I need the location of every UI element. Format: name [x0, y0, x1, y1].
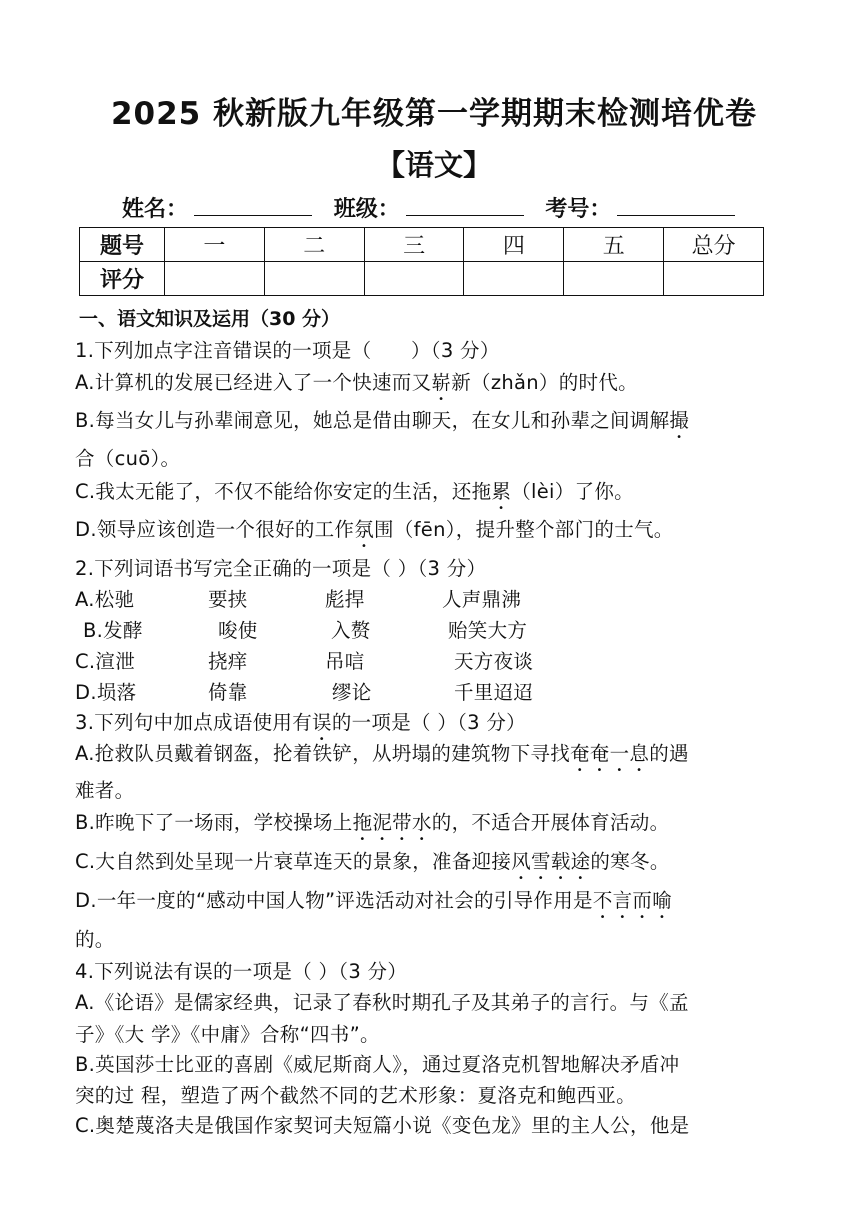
- option-text: D.一年一度的“感动中国人物”评选活动对社会的引导作用是: [75, 889, 593, 912]
- dotted-idiom: 不言而喻: [592, 889, 673, 912]
- score-table: [79, 227, 764, 296]
- q4-option-b: B.英国莎士比亚的喜剧《威尼斯商人》，通过夏洛克机智地解决矛盾冲: [75, 1053, 680, 1076]
- name-label: 姓名：: [122, 197, 189, 222]
- number-label: 考号：: [545, 197, 612, 222]
- score-header-row: [80, 228, 764, 262]
- word: B.发酵: [83, 619, 143, 642]
- q3-option-d: [75, 885, 795, 923]
- q4-option-c: C.奥楚蔑洛夫是俄国作家契诃夫短篇小说《变色龙》里的主人公，他是: [75, 1114, 690, 1137]
- q1-option-d: [75, 514, 795, 552]
- score-col-4: 四: [464, 228, 564, 262]
- q4-option-a-cont: 子》《大 学》《中庸》合称“四书”。: [75, 1023, 380, 1046]
- q2-option-a: [75, 584, 795, 612]
- word: 吊唁: [325, 650, 365, 673]
- word: 缪论: [332, 681, 372, 704]
- q1-option-b-cont: 合（cuō）。: [75, 447, 181, 470]
- class-field[interactable]: [334, 192, 524, 223]
- q2-option-c: [75, 646, 795, 674]
- student-info-line: [122, 192, 762, 223]
- q2-option-d: [75, 677, 795, 705]
- q1-stem: 1.下列加点字注音错误的一项是（ ）（3 分）: [75, 339, 500, 362]
- option-text: D.领导应该创造一个很好的工作: [75, 518, 355, 541]
- q1-option-c: [75, 476, 795, 514]
- class-label: 班级：: [333, 197, 400, 222]
- dotted-char: 误: [312, 711, 332, 734]
- score-col-3: 三: [364, 228, 464, 262]
- q3-option-c: [75, 846, 795, 884]
- score-col-5: 五: [564, 228, 664, 262]
- stem-text: 的一项是（ ）（3 分）: [331, 711, 526, 734]
- q4-stem: 4.下列说法有误的一项是（ ）（3 分）: [75, 960, 408, 983]
- section-heading: 一、语文知识及运用（30 分）: [79, 308, 341, 330]
- q3-option-d-cont: 的。: [75, 928, 115, 951]
- word: 倚靠: [208, 681, 248, 704]
- option-text: A.计算机的发展已经进入了一个快速而又: [75, 371, 432, 394]
- name-field[interactable]: [122, 192, 312, 223]
- q3-option-a-cont: 难者。: [75, 779, 135, 802]
- word: 贻笑大方: [448, 619, 528, 642]
- word: 彪捍: [325, 588, 365, 611]
- option-text: B.昨晚下了一场雨，学校操场上: [75, 811, 353, 834]
- option-text: 新（zhǎn）的时代。: [451, 371, 638, 394]
- option-text: 的遇: [649, 742, 689, 765]
- word: 入赘: [331, 619, 371, 642]
- score-col-2: 二: [264, 228, 364, 262]
- q4-option-b-cont: 突的过 程，塑造了两个截然不同的艺术形象：夏洛克和鲍西亚。: [75, 1084, 636, 1107]
- score-value-row: [80, 262, 764, 296]
- score-cell-total[interactable]: [664, 262, 764, 296]
- word: 唆使: [218, 619, 258, 642]
- name-blank[interactable]: [194, 197, 312, 216]
- word: 人声鼎沸: [442, 588, 522, 611]
- score-cell-4[interactable]: [464, 262, 564, 296]
- word: 挠痒: [208, 650, 248, 673]
- class-blank[interactable]: [406, 197, 524, 216]
- option-text: C.大自然到处呈现一片衰草连天的景象，准备迎接: [75, 850, 512, 873]
- option-text: 的寒冬。: [590, 850, 670, 873]
- word: D.埙落: [75, 681, 137, 704]
- q2-stem: 2.下列词语书写完全正确的一项是（ ）（3 分）: [75, 557, 487, 580]
- q4-option-a: A.《论语》是儒家经典，记录了春秋时期孔子及其弟子的言行。与《孟: [75, 991, 689, 1014]
- dotted-char: 累: [491, 480, 512, 503]
- q1-option-b: [75, 405, 795, 443]
- score-cell-3[interactable]: [364, 262, 464, 296]
- dotted-idiom: 拖泥带水: [352, 811, 432, 834]
- option-text: 围（fēn），提升整个部门的士气。: [374, 518, 674, 541]
- option-text: （lèi）了你。: [511, 480, 634, 503]
- score-cell-2[interactable]: [264, 262, 364, 296]
- dotted-char: 撮: [669, 409, 690, 432]
- q3-option-a: [75, 738, 795, 776]
- score-col-total: 总分: [664, 228, 764, 262]
- score-cell-5[interactable]: [564, 262, 664, 296]
- score-header-label: 题号: [80, 228, 165, 262]
- stem-text: 3.下列句中加点成语使用有: [75, 711, 313, 734]
- number-field[interactable]: [545, 192, 735, 223]
- q3-option-b: [75, 807, 795, 845]
- option-text: 的，不适合开展体育活动。: [431, 811, 670, 834]
- dotted-idiom: 奄奄一息: [570, 742, 650, 765]
- option-text: C.我太无能了，不仅不能给你安定的生活，还拖: [75, 480, 492, 503]
- score-row-label: 评分: [80, 262, 165, 296]
- word: 天方夜谈: [454, 650, 534, 673]
- word: C.渲泄: [75, 650, 136, 673]
- number-blank[interactable]: [617, 197, 735, 216]
- dotted-idiom: 风雪载途: [511, 850, 591, 873]
- score-col-1: 一: [165, 228, 265, 262]
- word: 要挟: [208, 588, 248, 611]
- option-text: B.每当女儿与孙辈闹意见，她总是借由聊天，在女儿和孙辈之间调解: [75, 409, 670, 432]
- word: A.松驰: [75, 588, 135, 611]
- q1-option-a: [75, 367, 795, 405]
- q2-option-b: [75, 615, 795, 643]
- dotted-char: 崭: [431, 371, 452, 394]
- exam-subject: 【语文】: [375, 148, 492, 182]
- exam-title: 2025 秋新版九年级第一学期期末检测培优卷: [110, 96, 758, 132]
- option-text: A.抢救队员戴着钢盔，抡着铁铲，从坍塌的建筑物下寻找: [75, 742, 570, 765]
- dotted-char: 氛: [354, 518, 375, 541]
- score-cell-1[interactable]: [165, 262, 265, 296]
- word: 千里迢迢: [454, 681, 534, 704]
